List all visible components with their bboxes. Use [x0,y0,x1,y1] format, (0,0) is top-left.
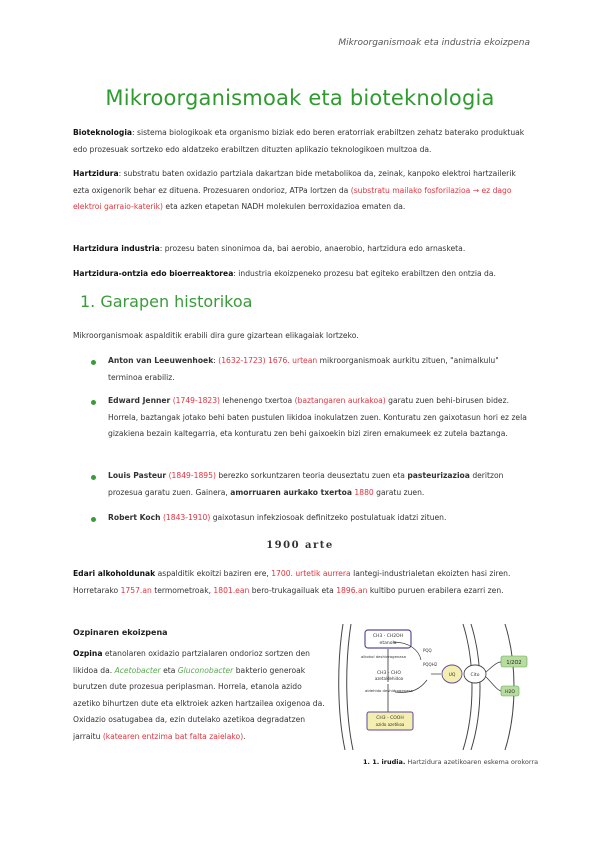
definition-bioteknologia: Bioteknologia: sistema biologikoak eta organismo biziak edo beren eratorriak erabiltzen zehatz baterako produktuak edo prozesuak sortzeko edo aldatzeko erabiltzen dituzten aplikazio teknologikoen multzoa da. [73,128,525,154]
label-aldehido-dh: aldehido deshidrogenasa [365,688,413,693]
running-header: Mikroorganismoak eta industria ekoizpena [338,38,530,48]
bullet-jenner: Edward Jenner (1749-1823) lehenengo txertoa (baztangaren aurkakoa) garatu zuen behi-birusen bidez. Horrela, baztangak jotako behi baten pustulen likidoa inokulatzen zuen. Konturatu zen gaixotasun hori ez zela gizakiena bezain kaltegarria, eta konturatu zen behi gaixoekin bizi ziren emakumeek ez zutela baztanga. [108,396,527,438]
bullet-icon [91,400,96,405]
term: Hartzidura [73,169,119,178]
membrane-line [339,624,345,750]
figure-caption: 1. 1. irudia. Hartzidura azetikoaren eskema orokorra [363,758,539,766]
definition-bioerreaktorea: Hartzidura-ontzia edo bioerreaktorea: industria ekoizpeneko prozesu bat egiteko erabiltzen den ontzia da. [73,269,496,278]
label-o2: 1/2O2 [506,660,522,666]
label-azetiko: CH3 - COOH [376,716,404,721]
section-lead: Mikroorganismoak aspalditik erabili dira gure gizartean elikagaiak lortzeko. [73,331,359,340]
label-pqq: PQQ [423,648,432,653]
azetiko-box [367,712,413,730]
bullet-icon [91,517,96,522]
subsection-heading-1900: 1900 arte [266,540,334,551]
label-h2o: H2O [505,690,515,695]
term: Hartzidura-ontzia edo bioerreaktorea [73,269,234,278]
label-azetiko-name: azido azetikoa [375,722,405,727]
label-aldehido: CH3 - CHO [377,671,401,676]
label-ubq: UQ [448,673,456,678]
label-etanol-name: etanola [379,641,397,646]
bullet-pasteur: Louis Pasteur (1849-1895) berezko sorkuntzaren teoria deuseztatu zuen eta pasteurizazioa deritzon prozesua garatu zuen. Gainera, amorruaren aurkako txertoa 1880 garatu zuen. [108,471,504,497]
acetic-fermentation-diagram [335,622,530,752]
bullet-icon [91,360,96,365]
membrane-line [347,624,353,750]
definition-hartzidura-industria: Hartzidura industria: prozesu baten sinonimoa da, bai aerobio, anaerobio, hartzidura edo arnasketa. [73,244,466,253]
subheading-ozpina: Ozpinaren ekoizpena [73,628,168,637]
paragraph-edari-alkoholdunak: Edari alkoholdunak aspalditik ekoitzi baziren ere, 1700. urtetik aurrera lantegi-industrialetan ekoizten hasi ziren. Horretarako 1757.an termometroak, 1801.ean bero-trukagailuak eta 1896.an kultibo puruen erabilera ezarri zen. [73,569,511,595]
label-etanol: CH3 - CH2OH [372,634,404,639]
bullet-icon [91,475,96,480]
bullet-leeuwenhoek: Anton van Leeuwenhoek: (1632-1723) 1676. urtean mikroorganismoak aurkitu zituen, "animalkulu" terminoa erabiliz. [108,356,499,382]
bullet-koch: Robert Koch (1843-1910) gaixotasun infekziosoak definitzeko postulatuak idatzi zituen. [108,513,447,522]
page-title: Mikroorganismoak eta bioteknologia [105,86,495,110]
arrow-line [486,662,501,672]
section-heading: 1. Garapen historikoa [80,292,253,311]
label-cito: Cito [470,673,480,678]
term: Hartzidura industria [73,244,160,253]
label-alcohol-dh: alkohol deshidrogenasa [361,654,406,659]
paragraph-ozpina: Ozpina etanolaren oxidazio partzialaren ondorioz sortzen den likidoa da. Acetobacter eta Gluconobacter bakterio generoak burutzen dute prozesua periplasman. Horrela, etanola azido azetiko bihurtzen dute eta elktroiek azken hartzailea oxigenoa da. Oxidazio osatugabea da, ezin dutelako azetikoa degradatzen jarraitu (katearen entzima bat falta zaielako). [73,649,325,741]
label-aldehido-name: azetaldehidoa [374,676,404,681]
arrow-line [486,677,501,691]
label-pqqh2: PQQH2 [423,662,438,667]
definition-hartzidura: Hartzidura: substratu baten oxidazio partziala dakartzan bide metabolikoa da, zeinak, kanpoko elektroi hartzailerik ezta oxigenorik behar ez dituena. Prozesuaren ondorioz, ATPa lortzen da (substratu mailako fosforilazioa → ez dago elektroi garraio-katerik) eta azken etapetan NADH molekulen berroxidazioa ematen da. [73,169,516,211]
membrane-line [463,624,472,750]
term: Bioteknologia [73,128,133,137]
